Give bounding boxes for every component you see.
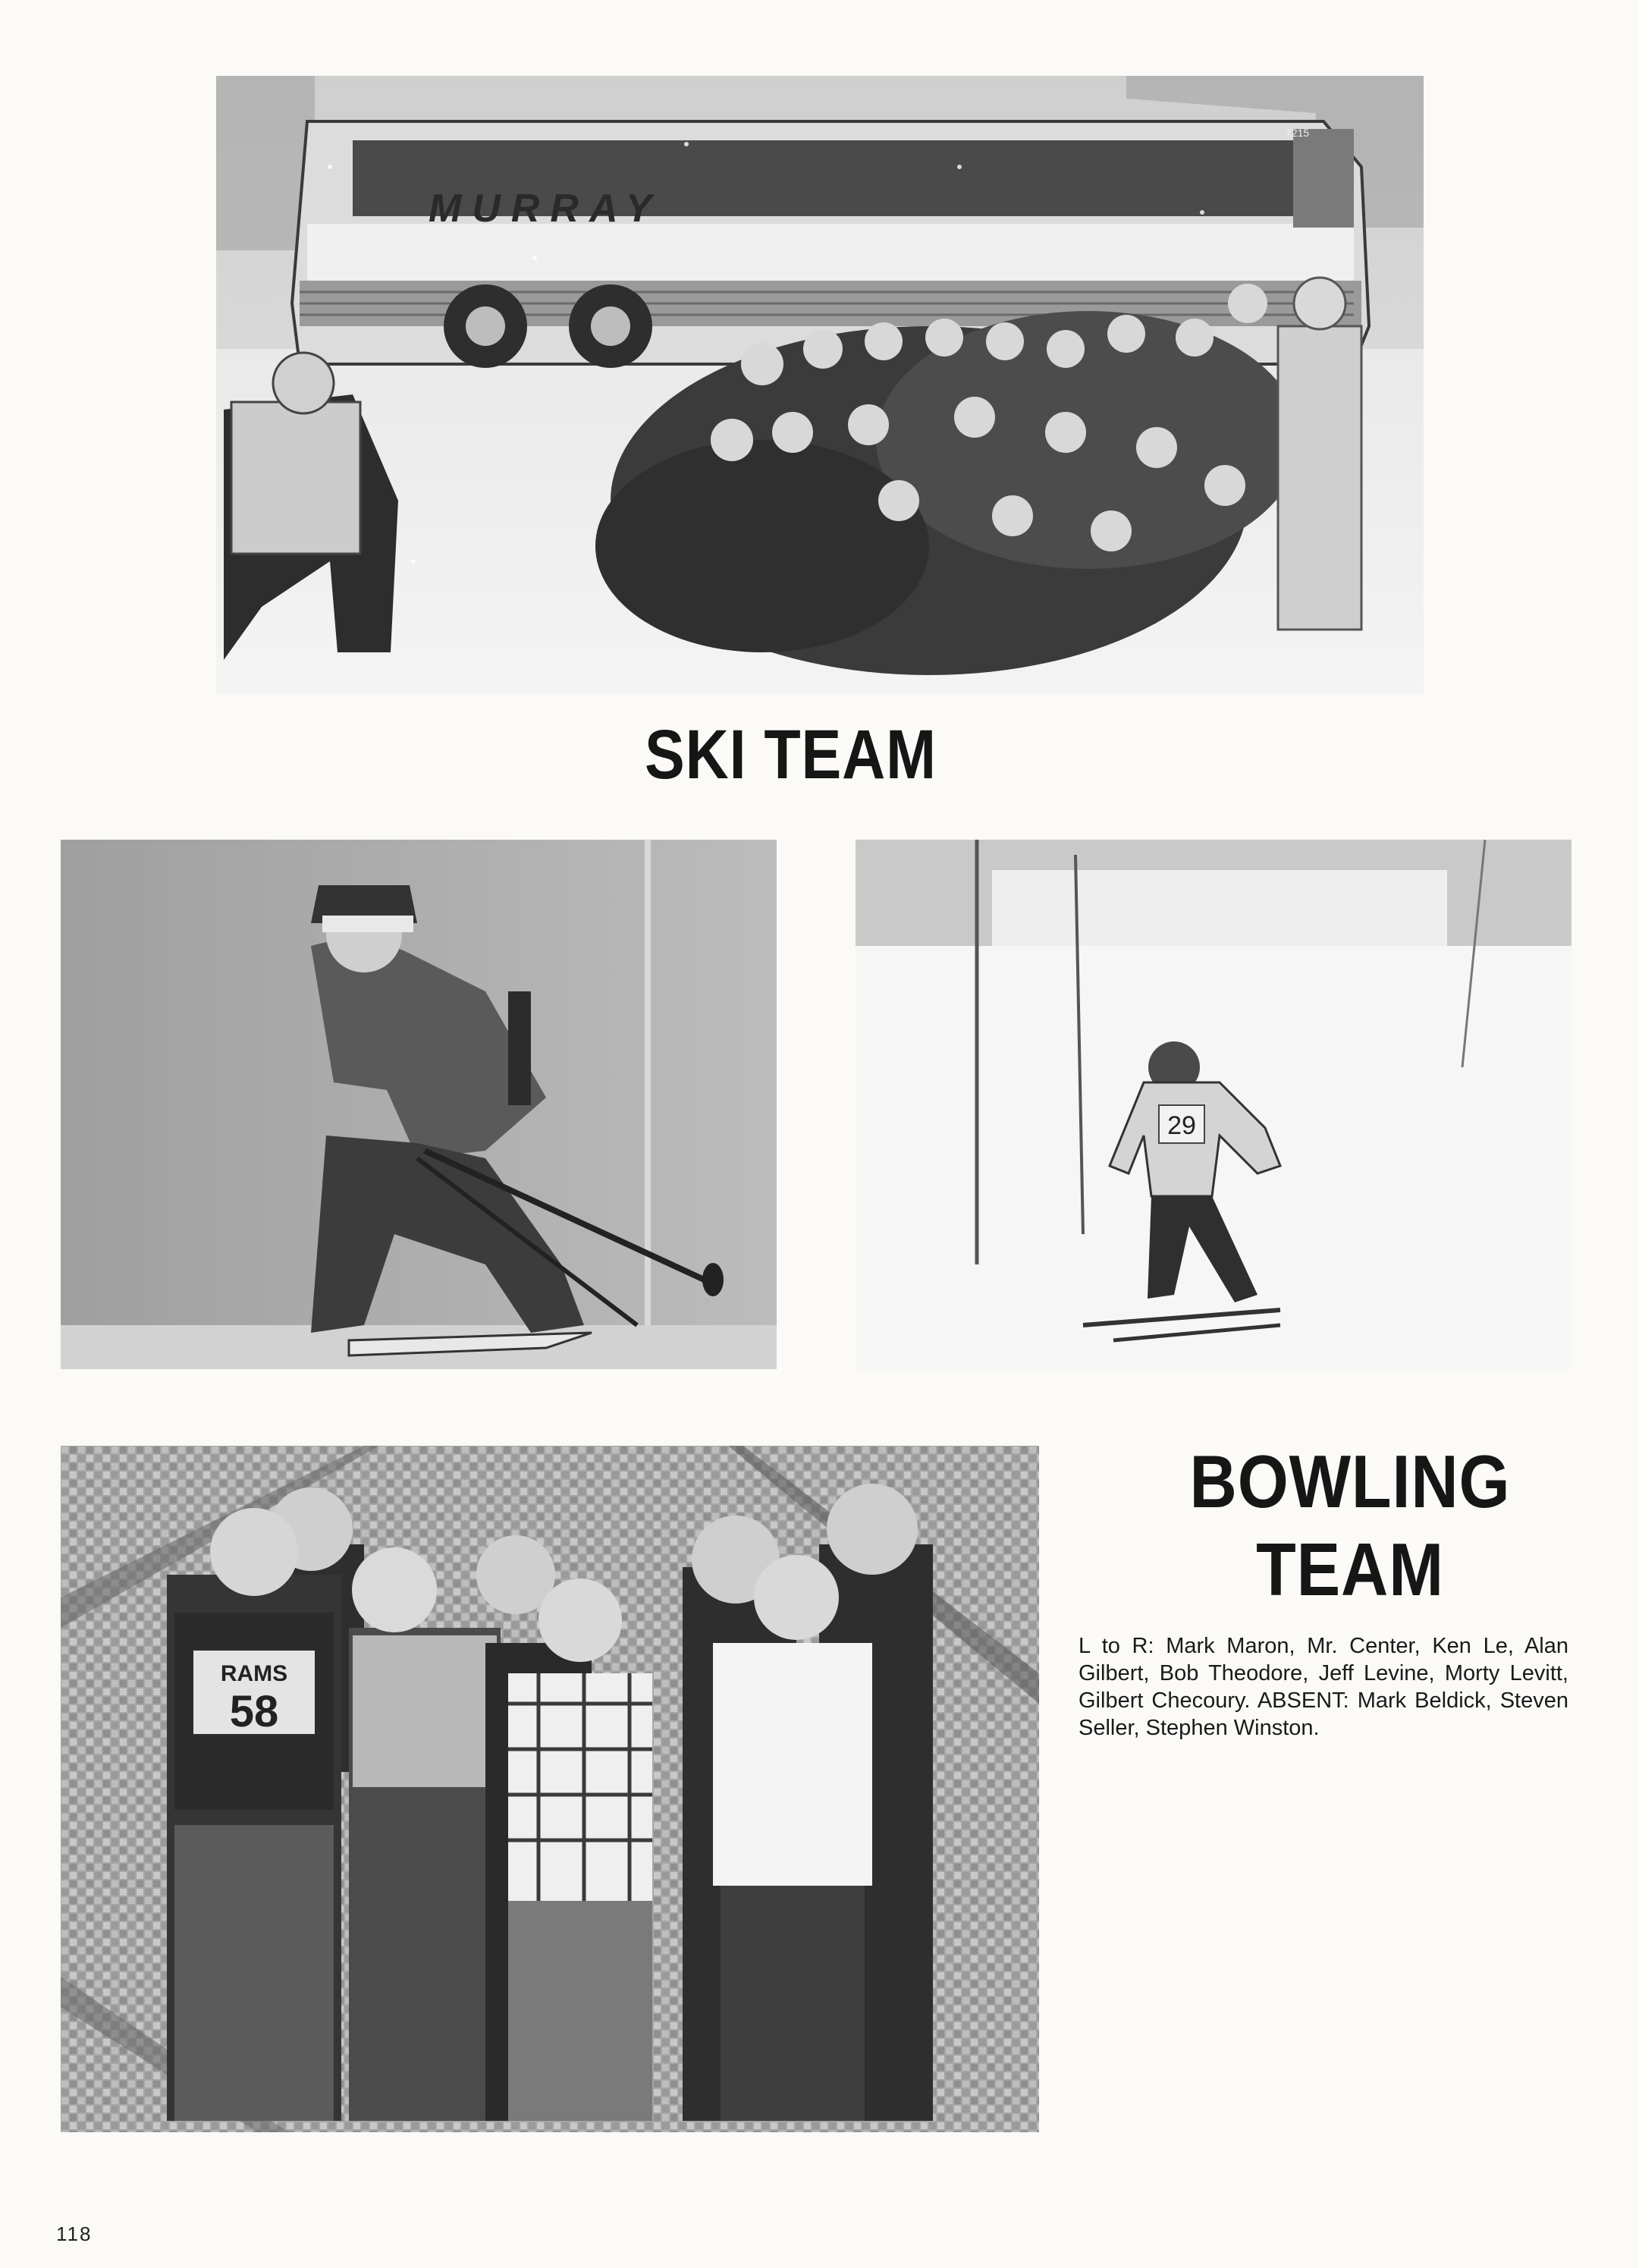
bus-number-text: 7215: [1286, 127, 1310, 139]
bowling-team-heading: [1143, 1437, 1557, 1613]
racer-photo: [856, 840, 1571, 1369]
ski-team-bus-photo: [216, 76, 1424, 694]
jersey-team-text: RAMS: [220, 1661, 288, 1686]
ski-team-heading: SKI TEAM: [645, 716, 937, 793]
page-number: 118: [56, 2222, 93, 2245]
skier-closeup-photo: [61, 840, 777, 1369]
bowling-team-photo: [61, 1446, 1039, 2132]
racer-bib-number: 29: [1167, 1111, 1196, 1140]
jersey-number-text: 58: [229, 1687, 279, 1736]
bus-sign-text: MURRAY: [429, 187, 663, 231]
bowling-heading-line2: TEAM: [1256, 1528, 1444, 1611]
bowling-team-caption: L to R: Mark Maron, Mr. Center, Ken Le, Alan Gilbert, Bob Theodore, Jeff Levine, Morty Levitt, Gilbert Checoury. ABSENT: Mark Beldick, Steven Seller, Stephen Winston.: [1079, 1634, 1568, 1740]
bowling-heading-line1: BOWLING: [1189, 1440, 1511, 1523]
